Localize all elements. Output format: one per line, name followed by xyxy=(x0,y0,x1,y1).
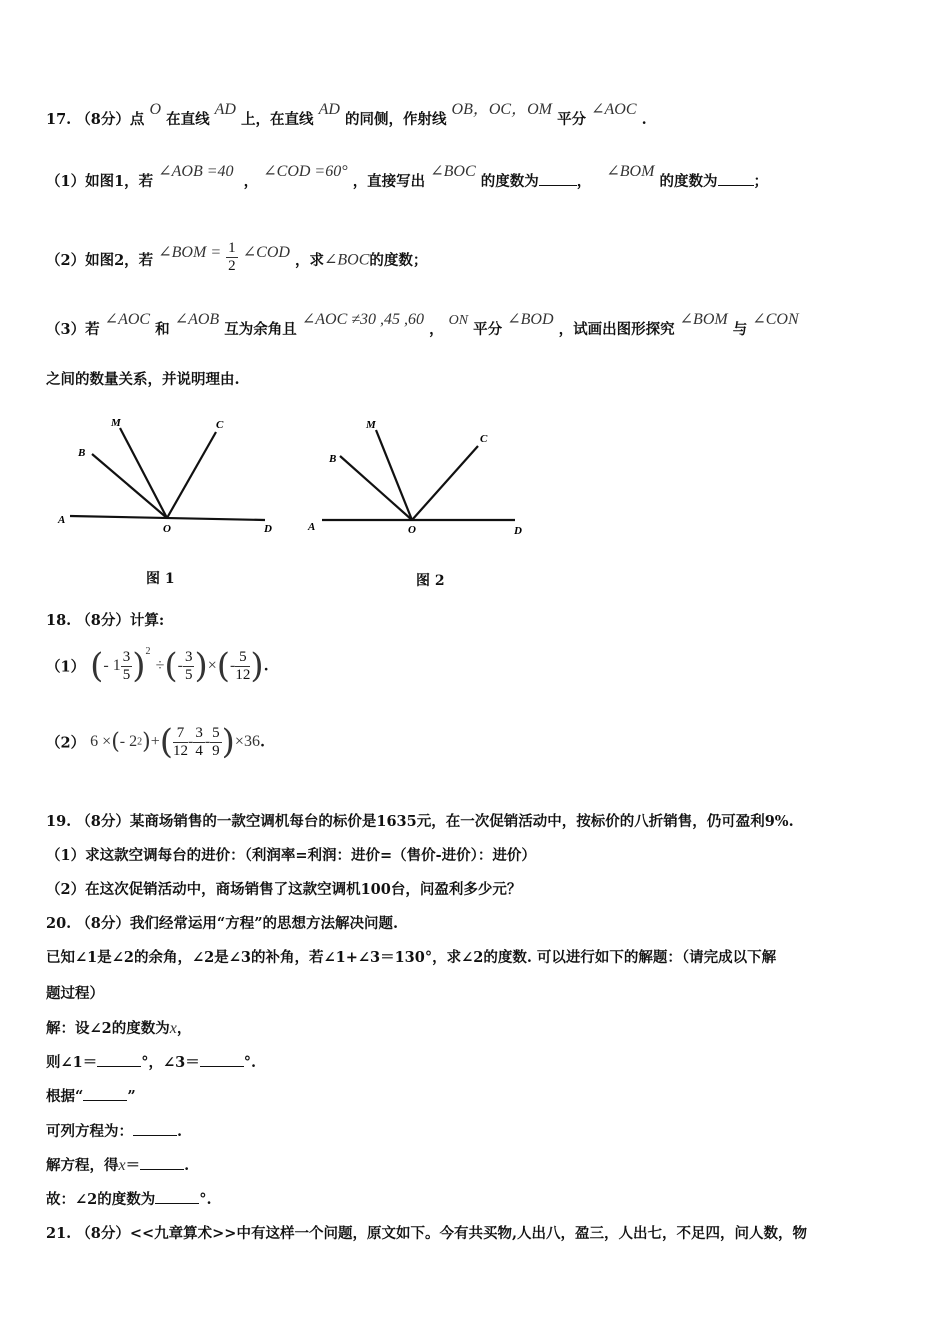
math-angle-AOC: ∠AOC xyxy=(591,101,637,118)
text: 平分 xyxy=(557,111,587,128)
paren: ) xyxy=(250,646,264,686)
text: ＝ xyxy=(125,1157,141,1174)
math-cond1: ∠AOB =40 xyxy=(158,163,234,180)
expr: - xyxy=(177,657,183,674)
operator: - xyxy=(204,733,211,750)
figure-1-caption: 图 1 xyxy=(146,571,175,587)
expr: - xyxy=(230,657,236,674)
label-O: O xyxy=(408,524,416,536)
text: 平分 xyxy=(473,321,503,338)
text: . xyxy=(177,1123,183,1140)
text: ，直接写出 xyxy=(352,173,426,190)
denominator: 9 xyxy=(212,742,220,759)
math-rhs: ∠COD xyxy=(242,243,290,261)
text: ； xyxy=(753,173,768,190)
fraction xyxy=(121,649,133,684)
ray-OB xyxy=(92,454,167,518)
math-angle-BOC: ∠BOC xyxy=(430,163,476,180)
math-angle-BOD: ∠BOD xyxy=(507,311,554,328)
numerator: 1 xyxy=(228,240,236,256)
text: （2）如图2，若 xyxy=(46,252,154,269)
ray-OM xyxy=(376,430,412,520)
math-ON: ON xyxy=(448,313,469,328)
text: ， xyxy=(576,173,592,190)
fraction xyxy=(173,725,188,760)
exponent: 2 xyxy=(145,646,151,657)
text: 的同侧，作射线 xyxy=(344,111,447,128)
text: 解：设∠2的度数为 xyxy=(46,1020,170,1037)
label-C: C xyxy=(480,433,488,445)
figure-1 xyxy=(50,410,290,540)
fraction xyxy=(210,725,222,760)
q20-line2: 已知∠1是∠2的余角，∠2是∠3的补角，若∠1+∠3＝130°，求∠2的度数. 可以进行如下的解题：（请完成以下解 xyxy=(46,949,777,966)
text: 则∠1＝ xyxy=(46,1054,98,1071)
text: ， xyxy=(429,321,444,338)
answer-blank[interactable] xyxy=(83,1088,127,1101)
label-A: A xyxy=(308,521,316,533)
exponent: 2 xyxy=(137,736,143,748)
text: 上，在直线 xyxy=(241,111,314,128)
text: °，∠3＝ xyxy=(141,1054,200,1071)
q20-line6 xyxy=(46,1085,136,1106)
paren: ) xyxy=(132,646,146,686)
figure-2 xyxy=(300,410,540,540)
q20-line5 xyxy=(46,1051,256,1072)
math-AD-2: AD xyxy=(318,101,340,118)
expr: 6 × xyxy=(90,733,112,750)
label-C: C xyxy=(216,419,224,431)
q17-number: 17. xyxy=(46,111,72,128)
text: . xyxy=(259,733,266,751)
q17-part3-line2 xyxy=(46,368,240,389)
text: °. xyxy=(199,1191,212,1208)
text: 可列方程为： xyxy=(46,1123,133,1140)
q17-part1 xyxy=(46,163,768,191)
text: ，试画出图形探究 xyxy=(558,321,675,338)
answer-blank[interactable] xyxy=(718,173,754,186)
math-lhs: ∠BOM = xyxy=(158,243,222,261)
numerator: 3 xyxy=(184,648,193,665)
label-M: M xyxy=(366,419,376,431)
denominator: 5 xyxy=(122,666,131,683)
answer-blank[interactable] xyxy=(200,1054,244,1067)
text: 根据“ xyxy=(46,1088,84,1105)
text: （1）如图1，若 xyxy=(46,173,154,190)
q18-header: 18. （8分）计算: xyxy=(46,612,165,629)
label-D: D xyxy=(514,525,522,537)
ray-OB xyxy=(340,456,412,520)
text: ， xyxy=(243,173,259,190)
math-cond2: ∠COD =60° xyxy=(263,163,348,180)
paren: ( xyxy=(111,729,120,755)
label-B: B xyxy=(329,453,337,465)
q19-line3: （2）在这次促销活动中，商场销售了这款空调机100台，问盈利多少元？ xyxy=(46,881,522,898)
paren: ( xyxy=(159,722,173,762)
math-angle-BOM: ∠BOM xyxy=(606,163,655,180)
math-angle-CON: ∠CON xyxy=(752,311,799,328)
operator: ÷ xyxy=(155,657,165,674)
answer-blank[interactable] xyxy=(539,173,577,186)
denominator: 2 xyxy=(228,258,236,274)
answer-blank[interactable] xyxy=(97,1054,141,1067)
q20-line1: 20. （8分）我们经常运用“方程”的思想方法解决问题. xyxy=(46,915,399,932)
q19-line2: （1）求这款空调每台的进价：（利润率=利润：进价=（售价-进价）：进价） xyxy=(46,847,536,864)
text: 之间的数量关系，并说明理由. xyxy=(46,371,240,388)
math-AD: AD xyxy=(214,101,236,118)
fraction xyxy=(183,649,195,684)
q18-part2 xyxy=(46,722,265,772)
math-angle-AOB: ∠AOB xyxy=(174,311,220,328)
label-D: D xyxy=(264,523,272,535)
text: （3）若 xyxy=(46,321,100,338)
text: 的度数； xyxy=(369,252,428,269)
answer-blank[interactable] xyxy=(140,1157,184,1170)
q20-line7 xyxy=(46,1120,182,1141)
paren: ( xyxy=(90,646,104,686)
text: . xyxy=(184,1157,190,1174)
text: 与 xyxy=(732,321,748,338)
numerator: 5 xyxy=(212,724,220,741)
q20-line3: 题过程） xyxy=(46,985,104,1002)
math-rays: OB，OC，OM xyxy=(451,101,552,118)
fraction xyxy=(193,725,205,760)
paren: ) xyxy=(194,646,208,686)
text: 的度数为 xyxy=(659,173,718,190)
expr: - 1 xyxy=(103,657,121,674)
text: 解方程，得 xyxy=(46,1157,119,1174)
q17-score: （8分）点 xyxy=(76,111,145,128)
ray-OC xyxy=(412,446,478,520)
numerator: 5 xyxy=(235,649,250,667)
text: 故：∠2的度数为 xyxy=(46,1191,156,1208)
label-B: B xyxy=(78,447,86,459)
text: 在直线 xyxy=(166,111,210,128)
numerator: 7 xyxy=(173,725,188,743)
fraction-half xyxy=(226,240,238,275)
denominator: 4 xyxy=(195,742,203,759)
q17-part3 xyxy=(46,311,799,339)
label-A: A xyxy=(58,514,66,526)
math-angle-BOC: ∠BOC xyxy=(323,251,370,269)
text: （1） xyxy=(46,658,86,676)
math-O: O xyxy=(149,101,162,118)
numerator: 3 xyxy=(195,724,203,741)
q19-line1: 19. （8分）某商场销售的一款空调机每台的标价是1635元，在一次促销活动中，按标价的八折销售，仍可盈利9%. xyxy=(46,813,794,830)
text: （2） xyxy=(46,734,86,752)
paren: ( xyxy=(216,646,231,686)
text: °. xyxy=(243,1054,257,1071)
fraction xyxy=(235,649,250,684)
label-M: M xyxy=(111,417,121,429)
denominator: 12 xyxy=(173,742,188,759)
text: 的度数为 xyxy=(480,173,539,190)
label-O: O xyxy=(163,523,171,535)
text: . xyxy=(263,657,269,675)
math-angle-BOM: ∠BOM xyxy=(679,311,728,328)
q20-line4 xyxy=(46,1017,191,1038)
paren: ) xyxy=(221,722,235,762)
text: ，求 xyxy=(294,252,324,269)
math-angle-AOC: ∠AOC xyxy=(104,311,151,328)
q17-part2 xyxy=(46,242,427,277)
operator: - xyxy=(188,733,194,750)
operator: + xyxy=(150,733,160,750)
paren: ( xyxy=(164,646,178,686)
answer-blank[interactable] xyxy=(155,1191,199,1204)
denominator: 12 xyxy=(235,666,251,683)
denominator: 5 xyxy=(184,666,193,683)
q18-part1 xyxy=(46,646,269,696)
math-condition: ∠AOC ≠30 ,45 ,60 xyxy=(301,311,425,328)
expr: - 2 xyxy=(119,733,138,750)
text: 互为余角且 xyxy=(224,321,297,338)
math-x: x xyxy=(118,1157,126,1174)
numerator: 3 xyxy=(122,648,131,665)
text: ， xyxy=(176,1020,192,1037)
answer-blank[interactable] xyxy=(133,1123,177,1136)
text: 和 xyxy=(155,321,170,338)
q20-line8 xyxy=(46,1154,189,1175)
math-x: x xyxy=(169,1020,177,1037)
ray-OC xyxy=(167,432,216,518)
text: . xyxy=(641,111,647,128)
q21-line1: 21. （8分）<<九章算术>>中有这样一个问题，原文如下。今有共买物,人出八，盈三，人出七，不足四，问人数，物 xyxy=(46,1225,808,1242)
ray-OM xyxy=(120,428,167,518)
q17-line1 xyxy=(46,101,647,129)
figure-2-caption: 图 2 xyxy=(416,573,445,589)
paren: ) xyxy=(142,729,151,755)
expr: ×36 xyxy=(234,733,260,750)
q20-line9 xyxy=(46,1188,212,1209)
operator: × xyxy=(207,657,217,674)
text: ” xyxy=(127,1088,136,1105)
